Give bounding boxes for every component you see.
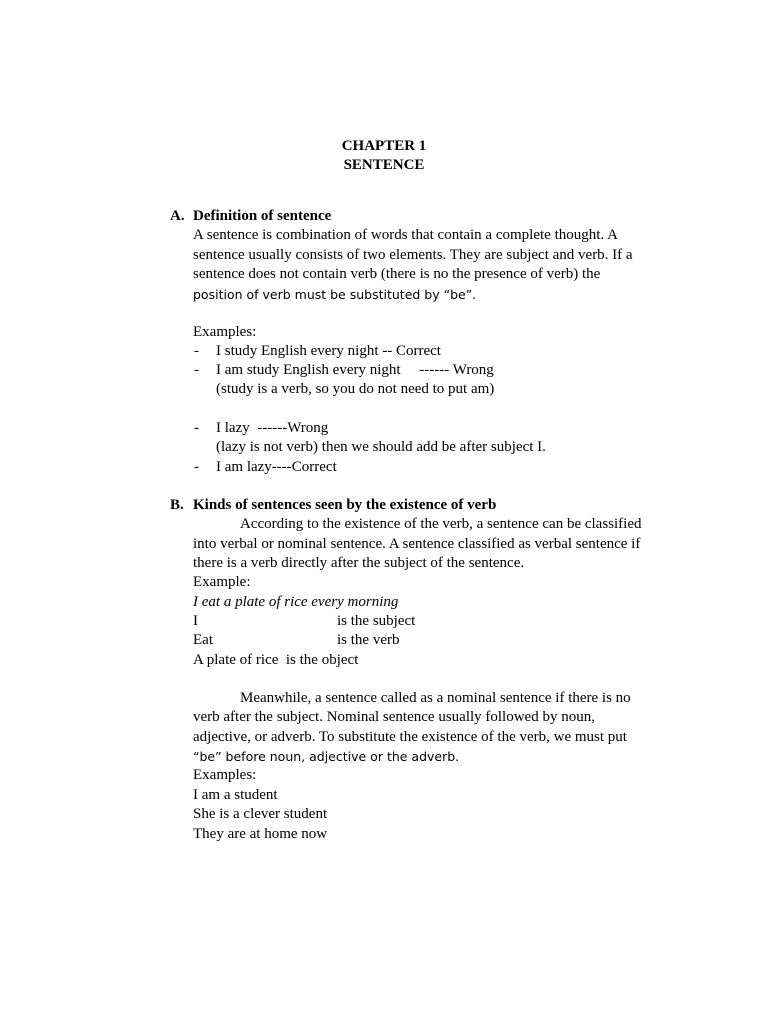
example-note: (lazy is not verb) then we should add be after subject I. bbox=[216, 439, 546, 455]
section-a-paragraph-line: position of verb must be substituted by “be”. bbox=[193, 287, 477, 302]
chapter-number: CHAPTER 1 bbox=[341, 138, 427, 154]
section-b-marker: B. bbox=[170, 497, 184, 513]
chapter-title: SENTENCE bbox=[343, 157, 425, 173]
section-b-heading: Kinds of sentences seen by the existence of verb bbox=[193, 497, 497, 513]
section-b-paragraph-line: into verbal or nominal sentence. A sentence classified as verbal sentence if bbox=[193, 536, 641, 552]
part-term: Eat bbox=[193, 632, 213, 648]
section-a-paragraph-line: sentence usually consists of two elements. They are subject and verb. If a bbox=[193, 247, 633, 263]
example-text: I am study English every night ------ Wrong bbox=[216, 362, 494, 378]
section-a-examples-label: Examples: bbox=[193, 324, 257, 340]
section-b-paragraph-line: According to the existence of the verb, a sentence can be classified bbox=[240, 516, 642, 532]
part-role: is the verb bbox=[337, 632, 400, 648]
example-bullet: - bbox=[194, 362, 199, 378]
section-b-paragraph2-line: “be” before noun, adjective or the adverb. bbox=[193, 749, 460, 764]
section-a-paragraph-line: sentence does not contain verb (there is no the presence of verb) the bbox=[193, 266, 601, 282]
example-note: (study is a verb, so you do not need to put am) bbox=[216, 381, 495, 397]
section-a-marker: A. bbox=[170, 208, 185, 224]
section-b-paragraph-line: there is a verb directly after the subject of the sentence. bbox=[193, 555, 525, 571]
example-bullet: - bbox=[194, 343, 199, 359]
example-text: I study English every night -- Correct bbox=[216, 343, 441, 359]
section-a-paragraph-line: A sentence is combination of words that contain a complete thought. A bbox=[193, 227, 618, 243]
section-b-paragraph2-line: Meanwhile, a sentence called as a nominal sentence if there is no bbox=[240, 690, 631, 706]
section-b-examples-label: Examples: bbox=[193, 767, 257, 783]
example-text: I am lazy----Correct bbox=[216, 459, 337, 475]
example-bullet: - bbox=[194, 459, 199, 475]
part-term: I bbox=[193, 613, 198, 629]
nominal-example: She is a clever student bbox=[193, 806, 328, 822]
example-text: I lazy ------Wrong bbox=[216, 420, 329, 436]
section-b-example-label: Example: bbox=[193, 574, 251, 590]
section-b-paragraph2-line: verb after the subject. Nominal sentence usually followed by noun, bbox=[193, 709, 595, 725]
nominal-example: I am a student bbox=[193, 787, 278, 803]
object-line: A plate of rice is the object bbox=[193, 652, 359, 668]
part-role: is the subject bbox=[337, 613, 416, 629]
example-sentence: I eat a plate of rice every morning bbox=[193, 594, 399, 610]
section-b-paragraph2-line: adjective, or adverb. To substitute the existence of the verb, we must put bbox=[193, 729, 627, 745]
nominal-example: They are at home now bbox=[193, 826, 328, 842]
section-a-heading: Definition of sentence bbox=[193, 208, 332, 224]
example-bullet: - bbox=[194, 420, 199, 436]
